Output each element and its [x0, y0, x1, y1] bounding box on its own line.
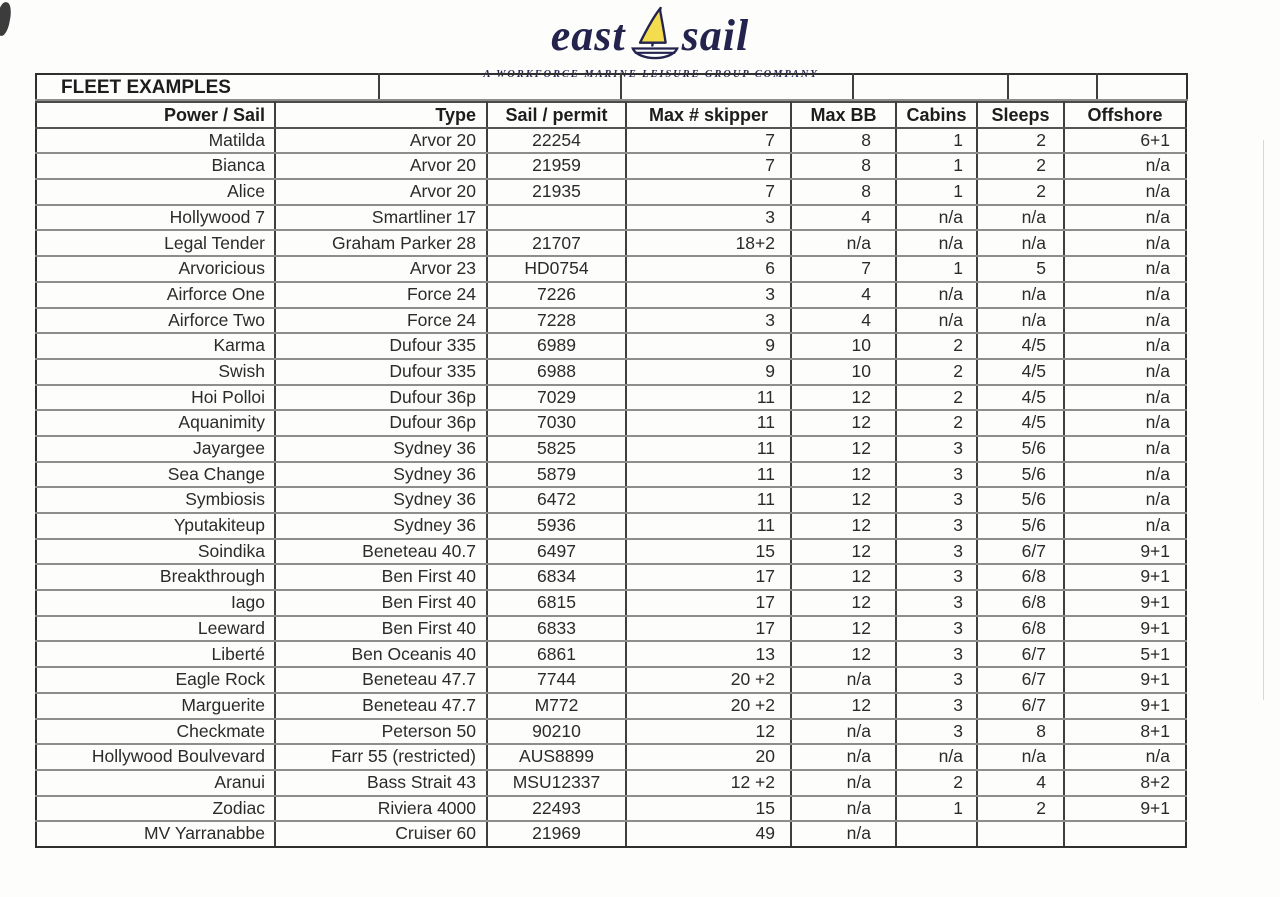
cell-offshore: n/a: [1064, 308, 1186, 334]
cell-max-bb: n/a: [791, 796, 896, 822]
cell-sail-permit: AUS8899: [487, 744, 626, 770]
cell-max-skipper: 11: [626, 410, 791, 436]
cell-type: Cruiser 60: [275, 821, 487, 847]
cell-max-skipper: 13: [626, 641, 791, 667]
table-row: [36, 744, 1186, 770]
cell-sleeps: 6/8: [977, 564, 1064, 590]
cell-sail-permit: 6833: [487, 616, 626, 642]
cell-sail-permit: 5936: [487, 513, 626, 539]
cell-boat-name: Bianca: [36, 153, 275, 179]
table-row: [36, 179, 1186, 205]
cell-cabins: 1: [896, 179, 977, 205]
title-empty-cell: [379, 74, 621, 100]
cell-type: Arvor 20: [275, 179, 487, 205]
table-row: [36, 359, 1186, 385]
cell-offshore: n/a: [1064, 230, 1186, 256]
cell-sail-permit: 22493: [487, 796, 626, 822]
cell-type: Dufour 36p: [275, 410, 487, 436]
cell-max-bb: 12: [791, 487, 896, 513]
cell-max-skipper: 7: [626, 128, 791, 154]
cell-sail-permit: 7030: [487, 410, 626, 436]
cell-sleeps: 5/6: [977, 513, 1064, 539]
cell-sleeps: n/a: [977, 282, 1064, 308]
cell-sail-permit: 5879: [487, 462, 626, 488]
cell-max-skipper: 3: [626, 205, 791, 231]
cell-cabins: 3: [896, 564, 977, 590]
cell-type: Ben First 40: [275, 590, 487, 616]
cell-max-bb: 8: [791, 179, 896, 205]
cell-cabins: 3: [896, 693, 977, 719]
cell-max-skipper: 17: [626, 616, 791, 642]
logo-text-sail: sail: [681, 11, 750, 60]
cell-cabins: 1: [896, 128, 977, 154]
cell-sleeps: 2: [977, 128, 1064, 154]
sailboat-icon: [626, 6, 684, 70]
cell-type: Force 24: [275, 282, 487, 308]
cell-cabins: 3: [896, 462, 977, 488]
table-row: [36, 770, 1186, 796]
cell-max-bb: 8: [791, 153, 896, 179]
cell-max-bb: 10: [791, 359, 896, 385]
cell-sail-permit: 6815: [487, 590, 626, 616]
cell-sleeps: 4/5: [977, 410, 1064, 436]
cell-sail-permit: 21959: [487, 153, 626, 179]
cell-type: Beneteau 47.7: [275, 693, 487, 719]
col-header-type: Type: [275, 102, 487, 128]
cell-boat-name: Legal Tender: [36, 230, 275, 256]
cell-max-bb: 12: [791, 539, 896, 565]
table-row: [36, 282, 1186, 308]
table-row: [36, 256, 1186, 282]
cell-max-skipper: 6: [626, 256, 791, 282]
cell-sleeps: 5/6: [977, 462, 1064, 488]
cell-max-bb: 12: [791, 436, 896, 462]
scan-edge-line: [1263, 140, 1264, 700]
cell-sleeps: 5/6: [977, 436, 1064, 462]
cell-sail-permit: 6989: [487, 333, 626, 359]
cell-sleeps: 6/7: [977, 539, 1064, 565]
cell-type: Farr 55 (restricted): [275, 744, 487, 770]
cell-offshore: n/a: [1064, 487, 1186, 513]
cell-sail-permit: MSU12337: [487, 770, 626, 796]
cell-boat-name: Checkmate: [36, 719, 275, 745]
cell-offshore: 5+1: [1064, 641, 1186, 667]
cell-offshore: n/a: [1064, 153, 1186, 179]
cell-max-bb: n/a: [791, 770, 896, 796]
logo-tagline: A WORKFORCE MARINE LEISURE GROUP COMPANY: [483, 69, 819, 80]
cell-type: Ben First 40: [275, 616, 487, 642]
logo-text-east: east: [550, 11, 626, 60]
cell-cabins: 1: [896, 256, 977, 282]
cell-max-skipper: 11: [626, 385, 791, 411]
cell-offshore: n/a: [1064, 282, 1186, 308]
title-empty-cell: [1097, 74, 1187, 100]
title-empty-cell: [853, 74, 1008, 100]
cell-sail-permit: 6472: [487, 487, 626, 513]
table-row: [36, 821, 1186, 847]
cell-offshore: n/a: [1064, 513, 1186, 539]
cell-sleeps: 6/8: [977, 590, 1064, 616]
cell-cabins: n/a: [896, 230, 977, 256]
cell-type: Sydney 36: [275, 487, 487, 513]
table-row: [36, 462, 1186, 488]
cell-sleeps: 6/7: [977, 693, 1064, 719]
header-row: [36, 102, 1186, 128]
table-row: [36, 641, 1186, 667]
cell-max-skipper: 7: [626, 179, 791, 205]
cell-sleeps: n/a: [977, 230, 1064, 256]
cell-type: Dufour 335: [275, 359, 487, 385]
cell-max-skipper: 9: [626, 333, 791, 359]
cell-offshore: n/a: [1064, 205, 1186, 231]
cell-sleeps: 4/5: [977, 359, 1064, 385]
cell-boat-name: Jayargee: [36, 436, 275, 462]
cell-cabins: n/a: [896, 205, 977, 231]
cell-boat-name: Aranui: [36, 770, 275, 796]
cell-boat-name: Liberté: [36, 641, 275, 667]
cell-offshore: n/a: [1064, 359, 1186, 385]
cell-max-skipper: 9: [626, 359, 791, 385]
table-row: [36, 564, 1186, 590]
cell-max-bb: 12: [791, 641, 896, 667]
cell-type: Force 24: [275, 308, 487, 334]
cell-cabins: 3: [896, 513, 977, 539]
cell-offshore: 9+1: [1064, 693, 1186, 719]
cell-max-bb: n/a: [791, 719, 896, 745]
cell-sleeps: 2: [977, 179, 1064, 205]
cell-sleeps: n/a: [977, 744, 1064, 770]
cell-offshore: n/a: [1064, 333, 1186, 359]
cell-max-bb: 4: [791, 205, 896, 231]
cell-cabins: 3: [896, 719, 977, 745]
cell-offshore: 9+1: [1064, 539, 1186, 565]
table-row: [36, 796, 1186, 822]
cell-max-bb: 7: [791, 256, 896, 282]
cell-sleeps: 6/8: [977, 616, 1064, 642]
cell-max-bb: 4: [791, 282, 896, 308]
cell-cabins: 3: [896, 667, 977, 693]
table-row: [36, 410, 1186, 436]
cell-sail-permit: 22254: [487, 128, 626, 154]
cell-sail-permit: 6497: [487, 539, 626, 565]
cell-max-skipper: 12: [626, 719, 791, 745]
cell-cabins: 2: [896, 410, 977, 436]
cell-max-bb: 10: [791, 333, 896, 359]
table-row: [36, 308, 1186, 334]
cell-max-skipper: 17: [626, 590, 791, 616]
cell-sail-permit: HD0754: [487, 256, 626, 282]
cell-type: Sydney 36: [275, 513, 487, 539]
cell-sleeps: 2: [977, 153, 1064, 179]
cell-boat-name: Leeward: [36, 616, 275, 642]
fleet-sheet: [35, 73, 1170, 848]
cell-type: Bass Strait 43: [275, 770, 487, 796]
table-row: [36, 539, 1186, 565]
col-header-sail-permit: Sail / permit: [487, 102, 626, 128]
cell-max-skipper: 20 +2: [626, 667, 791, 693]
cell-offshore: n/a: [1064, 744, 1186, 770]
cell-sail-permit: 6834: [487, 564, 626, 590]
col-header-max-bb: Max BB: [791, 102, 896, 128]
cell-sail-permit: 90210: [487, 719, 626, 745]
cell-cabins: [896, 821, 977, 847]
cell-offshore: [1064, 821, 1186, 847]
cell-sleeps: 5/6: [977, 487, 1064, 513]
cell-max-bb: 12: [791, 564, 896, 590]
cell-cabins: 3: [896, 641, 977, 667]
cell-sail-permit: [487, 205, 626, 231]
cell-type: Ben Oceanis 40: [275, 641, 487, 667]
cell-max-skipper: 11: [626, 462, 791, 488]
cell-type: Graham Parker 28: [275, 230, 487, 256]
cell-boat-name: Matilda: [36, 128, 275, 154]
table-row: [36, 230, 1186, 256]
cell-sail-permit: 21969: [487, 821, 626, 847]
cell-offshore: 9+1: [1064, 564, 1186, 590]
cell-cabins: 3: [896, 590, 977, 616]
col-header-cabins: Cabins: [896, 102, 977, 128]
cell-sleeps: n/a: [977, 308, 1064, 334]
cell-cabins: 2: [896, 333, 977, 359]
cell-boat-name: Symbiosis: [36, 487, 275, 513]
cell-max-skipper: 15: [626, 539, 791, 565]
cell-offshore: n/a: [1064, 462, 1186, 488]
cell-cabins: n/a: [896, 308, 977, 334]
cell-sail-permit: 21707: [487, 230, 626, 256]
cell-max-skipper: 18+2: [626, 230, 791, 256]
cell-max-skipper: 17: [626, 564, 791, 590]
cell-cabins: 2: [896, 385, 977, 411]
cell-offshore: n/a: [1064, 256, 1186, 282]
cell-cabins: 3: [896, 616, 977, 642]
cell-boat-name: Hoi Polloi: [36, 385, 275, 411]
cell-cabins: 3: [896, 539, 977, 565]
cell-cabins: n/a: [896, 744, 977, 770]
cell-max-skipper: 15: [626, 796, 791, 822]
col-header-sleeps: Sleeps: [977, 102, 1064, 128]
cell-max-bb: 12: [791, 693, 896, 719]
cell-type: Dufour 335: [275, 333, 487, 359]
cell-sleeps: 5: [977, 256, 1064, 282]
cell-type: Smartliner 17: [275, 205, 487, 231]
col-header-max-skipper: Max # skipper: [626, 102, 791, 128]
cell-sail-permit: 7226: [487, 282, 626, 308]
title-empty-cell: [621, 74, 853, 100]
cell-max-skipper: 49: [626, 821, 791, 847]
cell-sleeps: [977, 821, 1064, 847]
cell-sail-permit: 21935: [487, 179, 626, 205]
cell-max-skipper: 7: [626, 153, 791, 179]
cell-boat-name: Hollywood Boulvevard: [36, 744, 275, 770]
cell-boat-name: Sea Change: [36, 462, 275, 488]
cell-cabins: 2: [896, 359, 977, 385]
cell-type: Dufour 36p: [275, 385, 487, 411]
cell-sleeps: n/a: [977, 205, 1064, 231]
cell-sail-permit: 7744: [487, 667, 626, 693]
cell-sleeps: 4: [977, 770, 1064, 796]
cell-boat-name: Airforce One: [36, 282, 275, 308]
cell-sleeps: 8: [977, 719, 1064, 745]
cell-offshore: 9+1: [1064, 616, 1186, 642]
cell-type: Arvor 23: [275, 256, 487, 282]
cell-max-bb: 4: [791, 308, 896, 334]
table-row: [36, 513, 1186, 539]
cell-max-bb: n/a: [791, 744, 896, 770]
cell-type: Peterson 50: [275, 719, 487, 745]
cell-offshore: n/a: [1064, 179, 1186, 205]
cell-max-skipper: 11: [626, 436, 791, 462]
cell-type: Arvor 20: [275, 153, 487, 179]
cell-sail-permit: 7228: [487, 308, 626, 334]
cell-offshore: 9+1: [1064, 590, 1186, 616]
cell-boat-name: Swish: [36, 359, 275, 385]
title-empty-cell: [1008, 74, 1097, 100]
table-row: [36, 333, 1186, 359]
company-logo: [0, 4, 1280, 80]
cell-cabins: 2: [896, 770, 977, 796]
sheet-title: FLEET EXAMPLES: [36, 74, 379, 100]
cell-max-bb: n/a: [791, 821, 896, 847]
cell-cabins: 1: [896, 796, 977, 822]
table-row: [36, 693, 1186, 719]
cell-max-skipper: 20: [626, 744, 791, 770]
cell-offshore: n/a: [1064, 436, 1186, 462]
cell-type: Sydney 36: [275, 462, 487, 488]
cell-boat-name: Zodiac: [36, 796, 275, 822]
cell-max-bb: 12: [791, 462, 896, 488]
cell-boat-name: Yputakiteup: [36, 513, 275, 539]
cell-cabins: 3: [896, 436, 977, 462]
cell-sail-permit: 6861: [487, 641, 626, 667]
table-row: [36, 153, 1186, 179]
cell-sleeps: 6/7: [977, 667, 1064, 693]
cell-boat-name: Breakthrough: [36, 564, 275, 590]
cell-type: Beneteau 47.7: [275, 667, 487, 693]
cell-boat-name: Airforce Two: [36, 308, 275, 334]
table-row: [36, 667, 1186, 693]
cell-type: Arvor 20: [275, 128, 487, 154]
fleet-table-body: [36, 128, 1186, 847]
col-header-offshore: Offshore: [1064, 102, 1186, 128]
cell-sail-permit: M772: [487, 693, 626, 719]
cell-boat-name: Iago: [36, 590, 275, 616]
cell-max-bb: 12: [791, 410, 896, 436]
cell-type: Ben First 40: [275, 564, 487, 590]
cell-offshore: 8+2: [1064, 770, 1186, 796]
cell-boat-name: Arvoricious: [36, 256, 275, 282]
cell-boat-name: Eagle Rock: [36, 667, 275, 693]
cell-cabins: 1: [896, 153, 977, 179]
cell-max-bb: n/a: [791, 230, 896, 256]
cell-offshore: 8+1: [1064, 719, 1186, 745]
table-row: [36, 616, 1186, 642]
cell-max-skipper: 20 +2: [626, 693, 791, 719]
table-row: [36, 487, 1186, 513]
fleet-table: [35, 101, 1187, 848]
cell-max-bb: n/a: [791, 667, 896, 693]
cell-type: Beneteau 40.7: [275, 539, 487, 565]
cell-boat-name: Hollywood 7: [36, 205, 275, 231]
cell-max-skipper: 12 +2: [626, 770, 791, 796]
table-row: [36, 205, 1186, 231]
cell-type: Riviera 4000: [275, 796, 487, 822]
cell-max-skipper: 11: [626, 513, 791, 539]
cell-boat-name: Soindika: [36, 539, 275, 565]
cell-max-bb: 12: [791, 513, 896, 539]
table-row: [36, 436, 1186, 462]
cell-sleeps: 4/5: [977, 385, 1064, 411]
cell-offshore: n/a: [1064, 385, 1186, 411]
cell-type: Sydney 36: [275, 436, 487, 462]
cell-offshore: 6+1: [1064, 128, 1186, 154]
cell-max-bb: 12: [791, 590, 896, 616]
cell-sleeps: 2: [977, 796, 1064, 822]
fleet-title-row: [35, 73, 1188, 101]
cell-max-skipper: 3: [626, 308, 791, 334]
cell-boat-name: Alice: [36, 179, 275, 205]
cell-offshore: 9+1: [1064, 796, 1186, 822]
cell-offshore: n/a: [1064, 410, 1186, 436]
table-row: [36, 719, 1186, 745]
cell-cabins: 3: [896, 487, 977, 513]
table-row: [36, 385, 1186, 411]
cell-sail-permit: 7029: [487, 385, 626, 411]
table-row: [36, 590, 1186, 616]
table-row: [36, 128, 1186, 154]
cell-boat-name: Marguerite: [36, 693, 275, 719]
cell-sleeps: 4/5: [977, 333, 1064, 359]
cell-max-skipper: 11: [626, 487, 791, 513]
cell-max-skipper: 3: [626, 282, 791, 308]
col-header-power-sail: Power / Sail: [36, 102, 275, 128]
cell-cabins: n/a: [896, 282, 977, 308]
cell-max-bb: 12: [791, 616, 896, 642]
cell-sail-permit: 6988: [487, 359, 626, 385]
cell-max-bb: 8: [791, 128, 896, 154]
cell-offshore: 9+1: [1064, 667, 1186, 693]
cell-boat-name: Karma: [36, 333, 275, 359]
cell-sail-permit: 5825: [487, 436, 626, 462]
cell-boat-name: Aquanimity: [36, 410, 275, 436]
cell-sleeps: 6/7: [977, 641, 1064, 667]
cell-max-bb: 12: [791, 385, 896, 411]
cell-boat-name: MV Yarranabbe: [36, 821, 275, 847]
